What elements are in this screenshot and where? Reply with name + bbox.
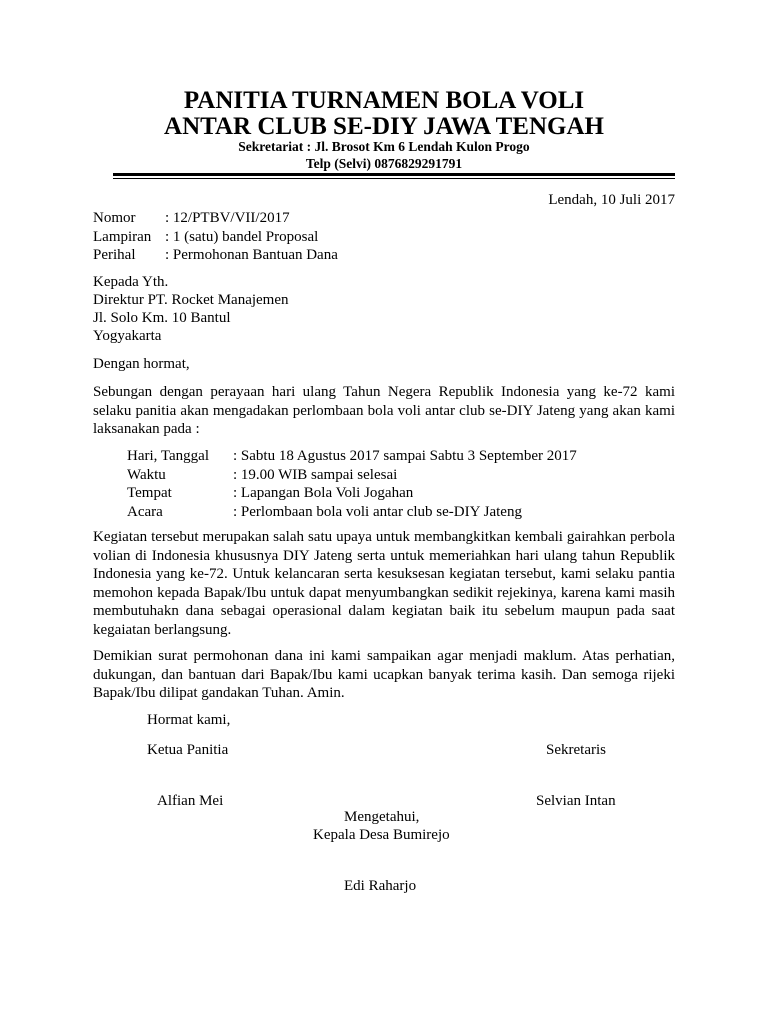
event-label: Hari, Tanggal xyxy=(127,448,209,464)
meta-value: : Permohonan Bantuan Dana xyxy=(165,247,338,263)
event-details xyxy=(127,447,577,521)
signature-acknowledged-name: Edi Raharjo xyxy=(344,878,417,894)
meta-row-lampiran xyxy=(93,228,338,247)
event-row-time xyxy=(127,466,577,485)
greeting: Dengan hormat, xyxy=(93,356,190,372)
letterhead-divider-thin xyxy=(113,178,675,179)
event-label: Tempat xyxy=(127,485,172,501)
event-value: : Lapangan Bola Voli Jogahan xyxy=(233,485,414,501)
event-label: Acara xyxy=(127,503,163,520)
letter-meta xyxy=(93,209,338,265)
recipient-line: Kepada Yth. xyxy=(93,274,169,290)
paragraph-intro xyxy=(93,383,675,439)
event-label: Waktu xyxy=(127,466,166,483)
meta-label: Lampiran xyxy=(93,228,152,245)
event-value: : Sabtu 18 Agustus 2017 sampai Sabtu 3 September 2017 xyxy=(233,448,577,464)
signature-right-title: Sekretaris xyxy=(546,742,606,758)
event-value: : 19.00 WIB sampai selesai xyxy=(233,466,398,483)
meta-label: Nomor xyxy=(93,210,136,226)
meta-value: : 12/PTBV/VII/2017 xyxy=(165,210,290,226)
letterhead-divider-thick xyxy=(113,173,675,176)
signature-left-name: Alfian Mei xyxy=(157,793,224,809)
event-row-activity xyxy=(127,503,577,522)
paragraph-intro-text: Sebungan dengan perayaan hari ulang Tahun Negera Republik Indonesia yang ke-72 kami selaku panitia akan mengadakan perlombaan bola voli antar club se-DIY Jateng yang akan kami laksanakan pada : xyxy=(93,384,675,437)
paragraph-closing xyxy=(93,647,675,703)
meta-value: : 1 (satu) bandel Proposal xyxy=(165,228,319,245)
event-value: : Perlombaan bola voli antar club se-DIY Jateng xyxy=(233,503,522,520)
place-date: Lendah, 10 Juli 2017 xyxy=(548,192,675,208)
letterhead-title-line1: PANITIA TURNAMEN BOLA VOLI xyxy=(183,87,585,114)
event-row-date xyxy=(127,447,577,466)
signature-left-title: Ketua Panitia xyxy=(147,742,229,758)
signature-acknowledged: Mengetahui, xyxy=(344,809,420,825)
recipient-line: Yogyakarta xyxy=(93,328,162,344)
paragraph-closing-text: Demikian surat permohonan dana ini kami sampaikan agar menjadi maklum. Atas perhatian, dukungan, dan bantuan dari Bapak/Ibu kami ucapkan banyak terima kasih. Dan semoga rijeki Bapak/Ibu dilipat gandakan Tuhan. Amin. xyxy=(93,648,675,701)
letterhead-title-line2: ANTAR CLUB SE-DIY JAWA TENGAH xyxy=(164,113,604,140)
event-row-place xyxy=(127,484,577,503)
meta-row-nomor xyxy=(93,209,338,228)
meta-row-perihal xyxy=(93,246,338,265)
recipient-line: Direktur PT. Rocket Manajemen xyxy=(93,292,289,308)
recipient-line: Jl. Solo Km. 10 Bantul xyxy=(93,310,231,326)
letterhead-address: Sekretariat : Jl. Brosot Km 6 Lendah Kulon Progo xyxy=(238,139,530,154)
letterhead-phone: Telp (Selvi) 0876829291791 xyxy=(305,156,463,171)
paragraph-body-text: Kegiatan tersebut merupakan salah satu upaya untuk membangkitkan kembali gairahkan perbola volian di Indonesia khususnya DIY Jateng serta untuk memeriahkan hari ulang tahun Republik Indonesia yang ke-72. Untuk kelancaran serta kesuksesan kegiatan tersebut, kami selaku pantia memohon kepada Bapak/Ibu untuk dapat menyumbangkan sedikit rejekinya, karena kami masih membutuhakn dana sebagai operasional dalam kegiatan baik itu sebelum maupun pada saat kegaiatan berlangsung. xyxy=(93,529,675,638)
meta-label: Perihal xyxy=(93,247,136,263)
signature-regards: Hormat kami, xyxy=(147,712,231,728)
signature-right-name: Selvian Intan xyxy=(536,793,616,809)
paragraph-body xyxy=(93,528,675,639)
signature-acknowledged-title: Kepala Desa Bumirejo xyxy=(313,827,450,843)
